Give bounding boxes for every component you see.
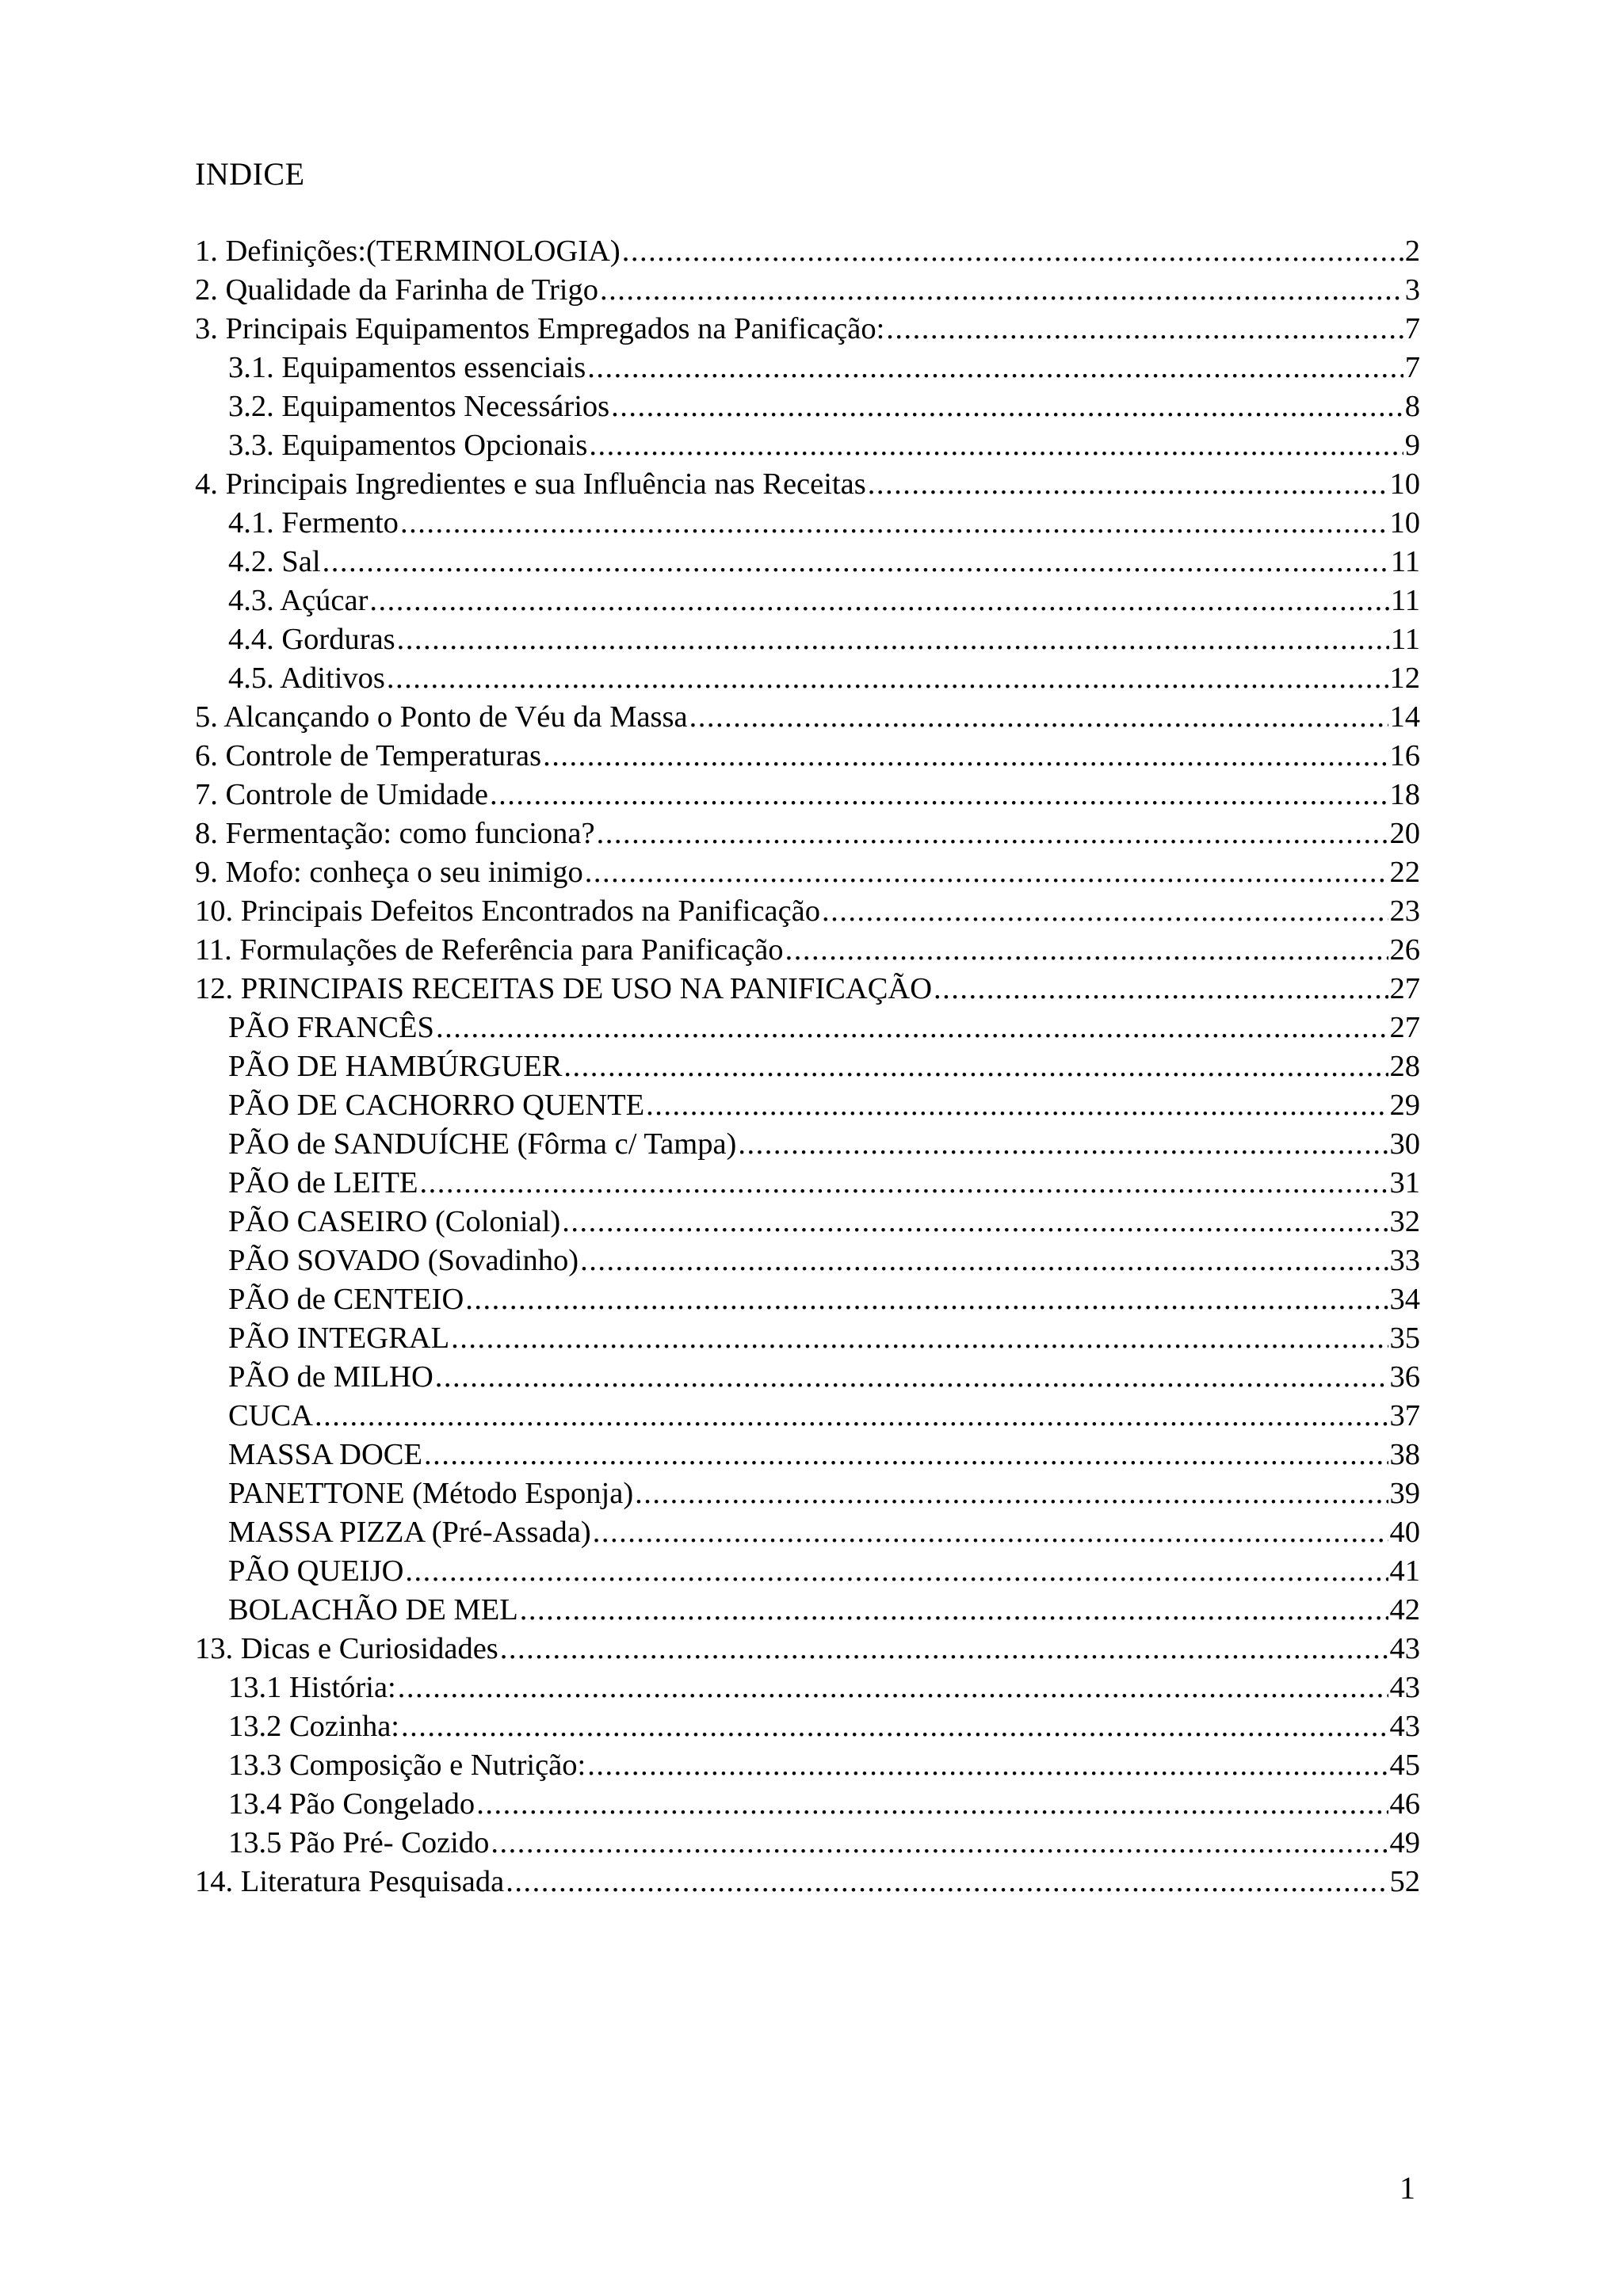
toc-entry-page: 27 — [1389, 1011, 1420, 1044]
toc-entry-title: PÃO DE HAMBÚRGUER — [228, 1050, 563, 1083]
toc-dot-leader — [600, 271, 1403, 310]
toc-entry-title: 3.1. Equipamentos essenciais — [228, 351, 586, 384]
toc-entry-page: 3 — [1404, 273, 1420, 307]
toc-entry-page: 52 — [1389, 1865, 1420, 1898]
toc-entry-title: PÃO de LEITE — [228, 1166, 418, 1199]
toc-dot-leader — [822, 892, 1388, 931]
toc-entry-title: 13.5 Pão Pré- Cozido — [228, 1826, 490, 1859]
toc-entry[interactable] — [195, 1009, 1420, 1047]
toc-entry[interactable] — [195, 659, 1420, 698]
toc-dot-leader — [646, 1086, 1388, 1125]
toc-entry-page: 43 — [1389, 1671, 1420, 1704]
toc-dot-leader — [451, 1319, 1388, 1358]
toc-entry[interactable] — [195, 1047, 1420, 1086]
toc-entry-page: 40 — [1389, 1516, 1420, 1549]
toc-entry[interactable] — [195, 1358, 1420, 1397]
toc-entry[interactable] — [195, 1630, 1420, 1669]
toc-dot-leader — [580, 1241, 1388, 1280]
toc-dot-leader — [738, 1125, 1388, 1164]
toc-entry[interactable] — [195, 1397, 1420, 1436]
toc-entry[interactable] — [195, 582, 1420, 620]
toc-entry-page: 22 — [1389, 856, 1420, 889]
page-number: 1 — [1400, 2170, 1415, 2206]
toc-dot-leader — [500, 1630, 1388, 1669]
toc-entry-title: 13.2 Cozinha: — [228, 1710, 399, 1743]
toc-entry-title: PÃO CASEIRO (Colonial) — [228, 1205, 561, 1238]
toc-entry[interactable] — [195, 465, 1420, 504]
toc-dot-leader — [868, 465, 1388, 504]
toc-entry-page: 45 — [1389, 1749, 1420, 1782]
toc-dot-leader — [587, 349, 1403, 387]
toc-entry[interactable] — [195, 931, 1420, 970]
toc-dot-leader — [587, 1746, 1388, 1785]
toc-entry-page: 16 — [1389, 739, 1420, 772]
toc-entry[interactable] — [195, 1203, 1420, 1241]
toc-dot-leader — [405, 1552, 1388, 1591]
toc-dot-leader — [323, 543, 1389, 582]
toc-dot-leader — [635, 1474, 1388, 1513]
toc-entry-page: 2 — [1404, 235, 1420, 268]
toc-entry-page: 9 — [1404, 429, 1420, 462]
toc-entry[interactable] — [195, 1591, 1420, 1630]
toc-entry-page: 27 — [1389, 972, 1420, 1005]
toc-entry[interactable] — [195, 1863, 1420, 1901]
toc-dot-leader — [934, 970, 1388, 1009]
toc-dot-leader — [401, 1707, 1388, 1746]
toc-dot-leader — [435, 1358, 1388, 1397]
index-heading: INDICE — [195, 156, 305, 192]
toc-entry-title: 10. Principais Defeitos Encontrados na Panificação — [195, 894, 821, 928]
toc-entry[interactable] — [195, 1474, 1420, 1513]
toc-entry-title: 13.3 Composição e Nutrição: — [228, 1749, 586, 1782]
table-of-contents — [195, 232, 1420, 1901]
toc-dot-leader — [506, 1863, 1388, 1901]
toc-entry[interactable] — [195, 310, 1420, 349]
toc-entry-title: 13.4 Pão Congelado — [228, 1787, 475, 1821]
toc-entry[interactable] — [195, 1785, 1420, 1824]
toc-entry-title: 4.1. Fermento — [228, 506, 399, 540]
toc-dot-leader — [611, 387, 1403, 426]
toc-dot-leader — [424, 1436, 1388, 1474]
toc-entry-title: 13.1 História: — [228, 1671, 396, 1704]
toc-entry-title: PÃO de SANDUÍCHE (Fôrma c/ Tampa) — [228, 1127, 737, 1161]
toc-entry-page: 11 — [1390, 584, 1420, 617]
toc-dot-leader — [490, 776, 1388, 814]
toc-entry-title: MASSA PIZZA (Pré-Assada) — [228, 1516, 591, 1549]
toc-entry-title: BOLACHÃO DE MEL — [228, 1593, 518, 1627]
toc-entry-title: 13. Dicas e Curiosidades — [195, 1632, 498, 1665]
toc-entry[interactable] — [195, 426, 1420, 465]
toc-entry-title: PÃO FRANCÊS — [228, 1011, 434, 1044]
toc-entry-page: 37 — [1389, 1399, 1420, 1432]
toc-dot-leader — [622, 232, 1403, 271]
toc-entry-page: 32 — [1389, 1205, 1420, 1238]
toc-dot-leader — [597, 814, 1388, 853]
toc-entry[interactable] — [195, 853, 1420, 892]
toc-dot-leader — [398, 1669, 1388, 1707]
toc-dot-leader — [400, 504, 1388, 543]
toc-entry[interactable] — [195, 1125, 1420, 1164]
toc-entry[interactable] — [195, 776, 1420, 814]
toc-entry-title: 4.5. Aditivos — [228, 662, 385, 695]
toc-entry[interactable] — [195, 271, 1420, 310]
toc-entry[interactable] — [195, 698, 1420, 737]
toc-entry[interactable] — [195, 1319, 1420, 1358]
toc-entry-title: PÃO SOVADO (Sovadinho) — [228, 1244, 579, 1277]
toc-entry-title: 4. Principais Ingredientes e sua Influência nas Receitas — [195, 467, 866, 501]
toc-entry[interactable] — [195, 892, 1420, 931]
toc-entry[interactable] — [195, 1824, 1420, 1863]
toc-entry[interactable] — [195, 504, 1420, 543]
toc-entry-title: 3.2. Equipamentos Necessários — [228, 390, 610, 423]
toc-entry-title: PÃO INTEGRAL — [228, 1322, 450, 1355]
toc-entry-page: 8 — [1404, 390, 1420, 423]
toc-entry-page: 12 — [1389, 662, 1420, 695]
toc-entry-title: 14. Literatura Pesquisada — [195, 1865, 505, 1898]
toc-entry-page: 49 — [1389, 1826, 1420, 1859]
toc-entry[interactable] — [195, 1280, 1420, 1319]
toc-dot-leader — [562, 1203, 1388, 1241]
toc-entry-page: 38 — [1389, 1438, 1420, 1471]
toc-entry-title: PÃO de MILHO — [228, 1360, 433, 1394]
toc-entry-page: 28 — [1389, 1050, 1420, 1083]
toc-entry-page: 30 — [1389, 1127, 1420, 1161]
toc-entry[interactable] — [195, 1746, 1420, 1785]
toc-entry-title: 4.2. Sal — [228, 545, 321, 578]
toc-dot-leader — [563, 1047, 1388, 1086]
toc-entry-page: 26 — [1389, 933, 1420, 967]
toc-entry-page: 42 — [1389, 1593, 1420, 1627]
toc-entry-page: 35 — [1389, 1322, 1420, 1355]
toc-entry-page: 31 — [1389, 1166, 1420, 1199]
toc-dot-leader — [420, 1164, 1388, 1203]
toc-entry[interactable] — [195, 1164, 1420, 1203]
toc-dot-leader — [491, 1824, 1388, 1863]
toc-entry-title: 4.3. Açúcar — [228, 584, 369, 617]
toc-entry-page: 18 — [1389, 778, 1420, 811]
toc-entry-page: 29 — [1389, 1089, 1420, 1122]
toc-entry-page: 41 — [1389, 1554, 1420, 1588]
toc-entry-title: 5. Alcançando o Ponto de Véu da Massa — [195, 700, 688, 734]
toc-entry-page: 10 — [1389, 467, 1420, 501]
toc-entry-title: PÃO QUEIJO — [228, 1554, 404, 1588]
toc-entry-page: 36 — [1389, 1360, 1420, 1394]
toc-dot-leader — [465, 1280, 1388, 1319]
toc-entry-title: 8. Fermentação: como funciona? — [195, 817, 595, 850]
toc-entry-title: MASSA DOCE — [228, 1438, 422, 1471]
toc-entry[interactable] — [195, 814, 1420, 853]
toc-entry[interactable] — [195, 387, 1420, 426]
toc-dot-leader — [436, 1009, 1388, 1047]
toc-entry-page: 33 — [1389, 1244, 1420, 1277]
toc-entry-page: 46 — [1389, 1787, 1420, 1821]
toc-entry-page: 7 — [1404, 312, 1420, 345]
toc-dot-leader — [593, 1513, 1388, 1552]
toc-entry-title: PÃO DE CACHORRO QUENTE — [228, 1089, 645, 1122]
toc-entry[interactable] — [195, 232, 1420, 271]
toc-entry-page: 11 — [1390, 623, 1420, 656]
toc-entry-page: 11 — [1390, 545, 1420, 578]
toc-dot-leader — [543, 737, 1388, 776]
toc-dot-leader — [589, 426, 1403, 465]
toc-entry-page: 34 — [1389, 1283, 1420, 1316]
toc-entry-page: 43 — [1389, 1710, 1420, 1743]
toc-entry-page: 20 — [1389, 817, 1420, 850]
toc-entry[interactable] — [195, 1552, 1420, 1591]
toc-entry-title: PÃO de CENTEIO — [228, 1283, 464, 1316]
toc-entry-page: 14 — [1389, 700, 1420, 734]
toc-dot-leader — [520, 1591, 1388, 1630]
toc-entry[interactable] — [195, 1707, 1420, 1746]
toc-dot-leader — [886, 310, 1403, 349]
toc-dot-leader — [476, 1785, 1388, 1824]
toc-entry-title: CUCA — [228, 1399, 313, 1432]
toc-entry-page: 23 — [1389, 894, 1420, 928]
toc-entry[interactable] — [195, 970, 1420, 1009]
toc-entry-page: 7 — [1404, 351, 1420, 384]
toc-entry[interactable] — [195, 1436, 1420, 1474]
toc-entry-page: 39 — [1389, 1477, 1420, 1510]
toc-dot-leader — [369, 582, 1389, 620]
toc-dot-leader — [397, 620, 1389, 659]
toc-entry-title: 11. Formulações de Referência para Panificação — [195, 933, 784, 967]
toc-entry-title: 3.3. Equipamentos Opcionais — [228, 429, 588, 462]
toc-entry[interactable] — [195, 1241, 1420, 1280]
toc-entry[interactable] — [195, 620, 1420, 659]
toc-entry[interactable] — [195, 349, 1420, 387]
toc-entry[interactable] — [195, 737, 1420, 776]
toc-dot-leader — [785, 931, 1388, 970]
toc-dot-leader — [387, 659, 1388, 698]
toc-entry-title: 2. Qualidade da Farinha de Trigo — [195, 273, 598, 307]
toc-entry-title: PANETTONE (Método Esponja) — [228, 1477, 634, 1510]
toc-entry-title: 9. Mofo: conheça o seu inimigo — [195, 856, 583, 889]
toc-entry[interactable] — [195, 1513, 1420, 1552]
toc-entry[interactable] — [195, 1086, 1420, 1125]
toc-entry[interactable] — [195, 543, 1420, 582]
toc-entry-title: 12. PRINCIPAIS RECEITAS DE USO NA PANIFICAÇÃO — [195, 972, 932, 1005]
toc-entry-title: 1. Definições:(TERMINOLOGIA) — [195, 235, 621, 268]
toc-dot-leader — [315, 1397, 1388, 1436]
toc-entry-page: 43 — [1389, 1632, 1420, 1665]
toc-entry-title: 4.4. Gorduras — [228, 623, 395, 656]
toc-dot-leader — [585, 853, 1388, 892]
toc-entry[interactable] — [195, 1669, 1420, 1707]
toc-entry-title: 7. Controle de Umidade — [195, 778, 488, 811]
toc-entry-page: 10 — [1389, 506, 1420, 540]
toc-entry-title: 6. Controle de Temperaturas — [195, 739, 542, 772]
toc-dot-leader — [689, 698, 1388, 737]
toc-entry-title: 3. Principais Equipamentos Empregados na Panificação: — [195, 312, 885, 345]
